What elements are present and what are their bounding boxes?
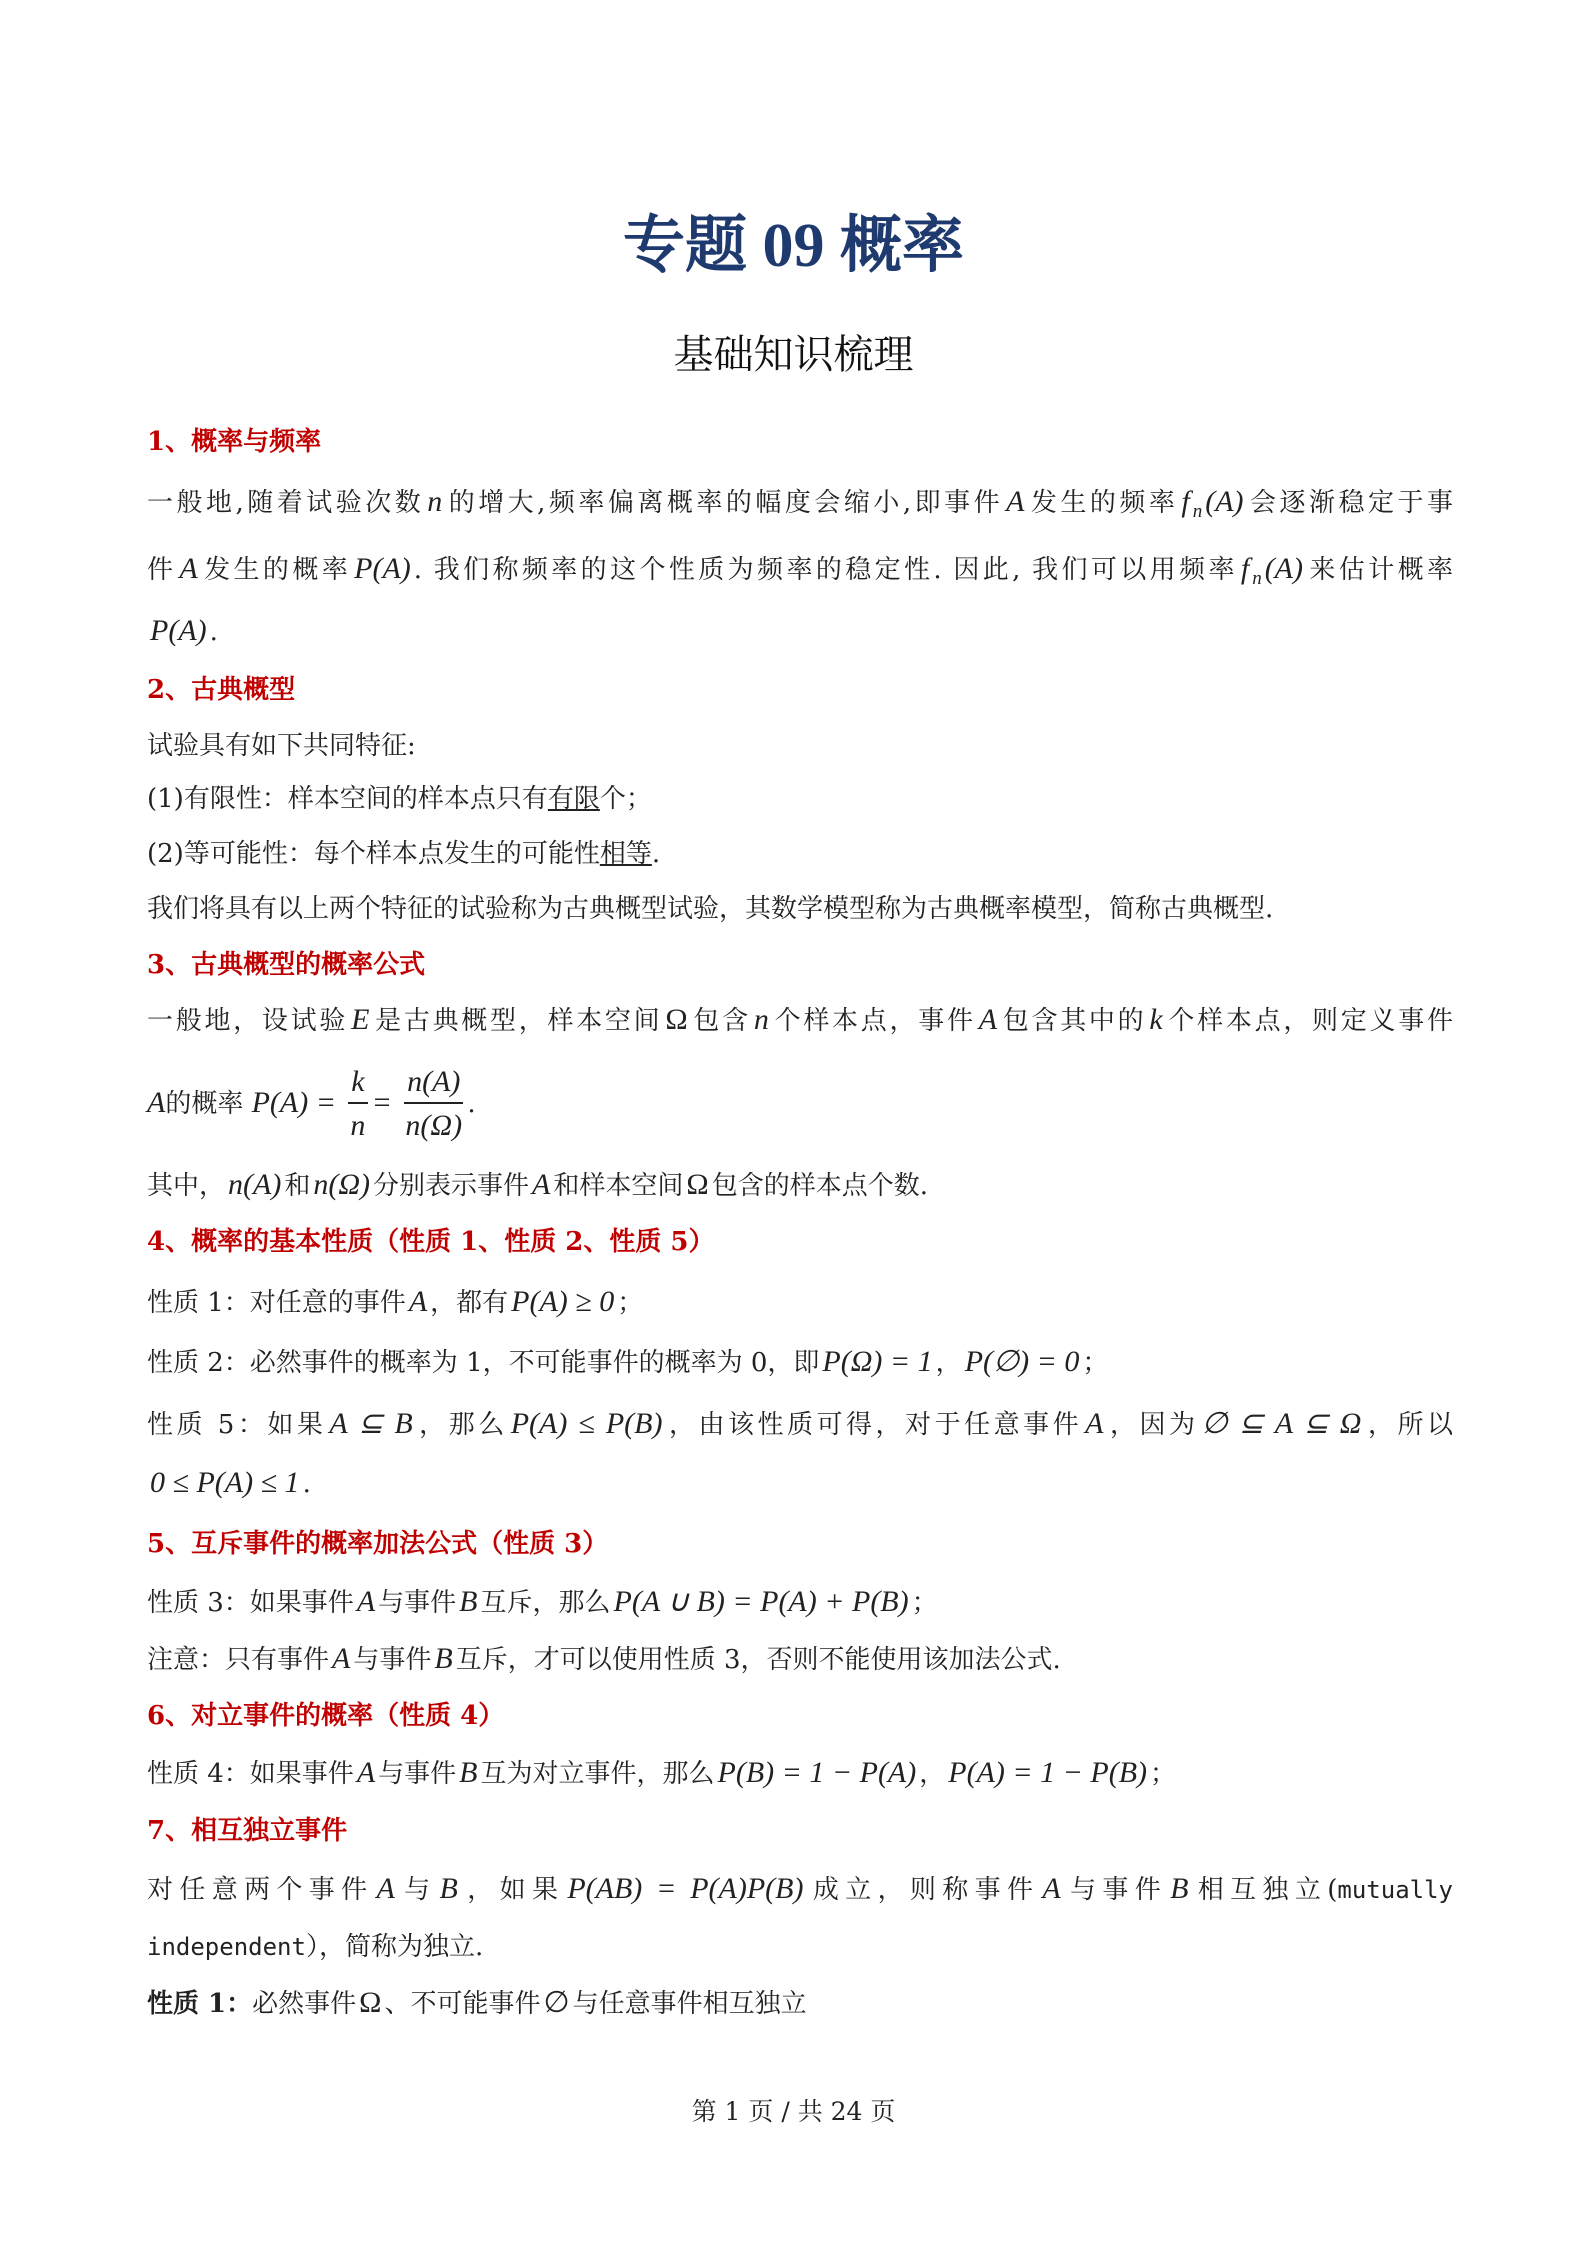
text-segment: 性质 5：如果 <box>147 1410 327 1440</box>
text-segment: 性质 1：对任意的事件 <box>147 1288 406 1318</box>
text-segment: 发生的频率 <box>1027 488 1179 518</box>
section-heading <box>147 1811 1453 1851</box>
text-segment: . <box>651 839 661 869</box>
text-segment: 个样本点，事件 <box>771 1006 976 1036</box>
math-expression: Ω <box>686 1168 709 1201</box>
text-segment: mutually <box>1337 1876 1453 1904</box>
paragraph-line <box>147 1983 1453 2024</box>
text-segment: 互斥，那么 <box>480 1588 611 1618</box>
text-segment: 包含的样本点个数. <box>711 1171 928 1201</box>
math-expression: A ⊆ B <box>329 1407 413 1440</box>
text-segment: 性质 4：如果事件 <box>147 1759 354 1789</box>
text-segment: 分别表示事件 <box>373 1171 530 1201</box>
text-segment: 、不可能事件 <box>384 1989 541 2019</box>
text-segment: 包含 <box>690 1006 751 1036</box>
fraction-k-over-n <box>348 1062 367 1148</box>
page-footer: 第 1 页 / 共 24 页 <box>691 2097 896 2126</box>
text-segment: 1、概率与频率 <box>147 427 322 457</box>
formula-lhs: P(A) = <box>251 1086 336 1119</box>
math-expression: ∅ ⊆ A ⊆ Ω <box>1201 1407 1362 1440</box>
text-segment: 与事件 <box>378 1759 457 1789</box>
formula-var: A <box>147 1086 166 1119</box>
text-segment: 互为对立事件，那么 <box>480 1759 715 1789</box>
math-expression: P(A) ≥ 0 <box>511 1285 615 1318</box>
math-expression: A <box>376 1872 395 1905</box>
paragraph-line <box>147 779 1453 819</box>
section-heading <box>147 422 1453 462</box>
paragraph-line <box>147 726 1453 766</box>
text-segment: 4、概率的基本性质（性质 1、性质 2、性质 5） <box>147 1227 715 1257</box>
paragraph-line <box>147 1282 1453 1323</box>
paragraph-line <box>147 1000 1453 1040</box>
numerator: k <box>348 1062 367 1104</box>
paragraph-line <box>147 549 1453 589</box>
numerator: n(A) <box>404 1062 463 1104</box>
text-segment: ， <box>935 1348 962 1378</box>
text-segment: 来估计概率 <box>1306 555 1453 585</box>
equals: = <box>371 1086 392 1119</box>
text-segment: 互斥，才可以使用性质 3，否则不能使用该加法公式. <box>455 1645 1061 1675</box>
math-expression: A <box>332 1642 351 1675</box>
math-expression: A <box>1042 1872 1061 1905</box>
text-segment: 性质 2：必然事件的概率为 1，不可能事件的概率为 0，即 <box>147 1348 820 1378</box>
math-expression: P(B) = 1 − P(A) <box>717 1756 917 1789</box>
math-expression: P(A) <box>354 552 411 585</box>
text-segment: 与事件 <box>378 1588 457 1618</box>
text-segment: 7、相互独立事件 <box>147 1816 348 1846</box>
text-segment: 注意：只有事件 <box>147 1645 330 1675</box>
paragraph-line <box>147 482 1453 522</box>
math-expression: n <box>1192 501 1203 522</box>
text-segment: . <box>302 1469 311 1499</box>
math-expression: f <box>1240 552 1250 585</box>
math-expression: A <box>408 1285 428 1318</box>
text-segment: independent <box>147 1933 306 1961</box>
text-segment: ； <box>1150 1759 1177 1789</box>
text-segment: 性质 1： <box>147 1989 253 2019</box>
paragraph-line <box>147 1927 1453 1967</box>
text-segment: 和 <box>284 1171 311 1201</box>
paragraph-line <box>147 1404 1453 1444</box>
text-segment: 5、互斥事件的概率加法公式（性质 3） <box>147 1529 609 1559</box>
text-segment: 必然事件 <box>252 1989 357 2019</box>
text-segment: (1)有限性：样本空间的样本点只有 <box>147 784 548 814</box>
paragraph-line <box>147 1342 1453 1383</box>
math-expression: n <box>1252 568 1262 589</box>
text-segment: . 我们称频率的这个性质为频率的稳定性. 因此, 我们可以用频率 <box>413 555 1238 585</box>
text-segment: 6、对立事件的概率（性质 4） <box>147 1701 505 1731</box>
section-heading <box>147 945 1453 985</box>
text-segment: ； <box>617 1288 644 1318</box>
math-expression: k <box>1149 1003 1163 1036</box>
text-segment: 3、古典概型的概率公式 <box>147 950 426 980</box>
text-segment: 与事件 <box>353 1645 432 1675</box>
math-expression: A <box>978 1003 998 1036</box>
classical-probability-formula <box>147 1062 1453 1148</box>
math-expression: (A) <box>1205 485 1244 518</box>
math-expression: B <box>459 1585 478 1618</box>
denominator: n(Ω) <box>405 1109 463 1142</box>
text-segment: ，如果 <box>460 1875 565 1905</box>
math-expression: f <box>1181 485 1190 518</box>
math-expression: ∅ <box>543 1986 570 2019</box>
paragraph-line <box>147 611 1453 652</box>
math-expression: n(A) <box>228 1168 282 1201</box>
text-segment: 是古典概型，样本空间 <box>372 1006 663 1036</box>
math-expression: B <box>459 1756 478 1789</box>
text-segment: . <box>209 617 218 647</box>
text-segment: ； <box>1082 1348 1109 1378</box>
text-segment: ），简称为独立. <box>305 1932 484 1962</box>
paragraph-line <box>147 889 1453 929</box>
math-expression: A <box>356 1585 376 1618</box>
text-segment: ，那么 <box>415 1410 508 1440</box>
text-segment: 会逐渐稳定于事 <box>1246 488 1453 518</box>
math-expression: n <box>753 1003 769 1036</box>
period: . <box>467 1089 476 1119</box>
text-segment: 我们将具有以上两个特征的试验称为古典概型试验，其数学模型称为古典概率模型，简称古典概型. <box>147 894 1274 924</box>
math-expression: B <box>1170 1872 1189 1905</box>
paragraph-line <box>147 1639 1453 1680</box>
paragraph-line <box>147 834 1453 874</box>
text-segment: ，都有 <box>430 1288 509 1318</box>
math-expression: 0 ≤ P(A) ≤ 1 <box>150 1466 300 1499</box>
text-segment: 相互独立( <box>1191 1875 1338 1905</box>
math-expression: P(A ∪ B) = P(A) + P(B) <box>613 1585 909 1618</box>
text-segment: 2、古典概型 <box>147 675 296 705</box>
text-segment: 个样本点，则定义事件 <box>1165 1006 1453 1036</box>
text-segment: 与任意事件相互独立 <box>572 1989 807 2019</box>
paragraph-line <box>147 1753 1453 1794</box>
text-segment: 相等 <box>599 839 652 869</box>
text-segment: 一般地，设试验 <box>147 1006 349 1036</box>
text-segment: (2)等可能性：每个样本点发生的可能性 <box>147 839 600 869</box>
text-segment: 一般地,随着试验次数 <box>147 488 425 518</box>
text-segment: 的增大,频率偏离概率的幅度会缩小,即事件 <box>445 488 1004 518</box>
text-segment: 其中， <box>147 1171 226 1201</box>
denominator: n <box>350 1109 366 1142</box>
text-segment: 与事件 <box>1063 1875 1168 1905</box>
section-subtitle: 基础知识梳理 <box>673 332 914 378</box>
math-expression: A <box>532 1168 551 1201</box>
text-segment: 个； <box>599 784 652 814</box>
paragraph-line <box>147 1869 1453 1909</box>
text-segment: 包含其中的 <box>1000 1006 1147 1036</box>
text-segment: 有限 <box>547 784 600 814</box>
section-heading <box>147 1222 1453 1262</box>
math-expression: A <box>1085 1407 1104 1440</box>
math-expression: P(∅) = 0 <box>964 1345 1080 1378</box>
math-expression: Ω <box>359 1986 382 2019</box>
math-expression: A <box>356 1756 376 1789</box>
section-heading <box>147 1696 1453 1736</box>
text-segment: ，因为 <box>1106 1410 1199 1440</box>
math-expression: A <box>179 552 198 585</box>
formula-text: 的概率 <box>165 1089 244 1119</box>
math-expression: P(A) ≤ P(B) <box>510 1407 663 1440</box>
text-segment: 性质 3：如果事件 <box>147 1588 354 1618</box>
document-title: 专题 09 概率 <box>622 212 964 280</box>
math-expression: P(A) <box>150 614 207 647</box>
math-expression: E <box>351 1003 370 1036</box>
text-segment: 件 <box>147 555 177 585</box>
text-segment: ， <box>919 1759 946 1789</box>
math-expression: P(A) = 1 − P(B) <box>948 1756 1148 1789</box>
math-expression: Ω <box>665 1003 688 1036</box>
text-segment: 试验具有如下共同特征: <box>147 731 416 761</box>
math-expression: P(Ω) = 1 <box>822 1345 933 1378</box>
paragraph-line <box>147 1463 1453 1504</box>
text-segment: ，由该性质可得，对于任意事件 <box>665 1410 1083 1440</box>
fraction-nA-over-nOmega <box>404 1062 463 1148</box>
text-segment: 与 <box>397 1875 437 1905</box>
math-expression: (A) <box>1264 552 1303 585</box>
math-expression: P(AB) = P(A)P(B) <box>567 1872 804 1905</box>
paragraph-line <box>147 1582 1453 1623</box>
math-expression: n(Ω) <box>313 1168 371 1201</box>
text-segment: ，所以 <box>1364 1410 1453 1440</box>
section-heading <box>147 1524 1453 1564</box>
math-expression: B <box>434 1642 453 1675</box>
paragraph-line <box>147 1165 1453 1206</box>
text-segment: 成立，则称事件 <box>806 1875 1040 1905</box>
text-segment: 对任意两个事件 <box>147 1875 374 1905</box>
text-segment: ； <box>911 1588 938 1618</box>
text-segment: 发生的概率 <box>200 555 352 585</box>
section-heading <box>147 670 1453 710</box>
math-expression: B <box>439 1872 458 1905</box>
math-expression: n <box>427 485 443 518</box>
text-segment: 和样本空间 <box>553 1171 684 1201</box>
math-expression: A <box>1006 485 1025 518</box>
